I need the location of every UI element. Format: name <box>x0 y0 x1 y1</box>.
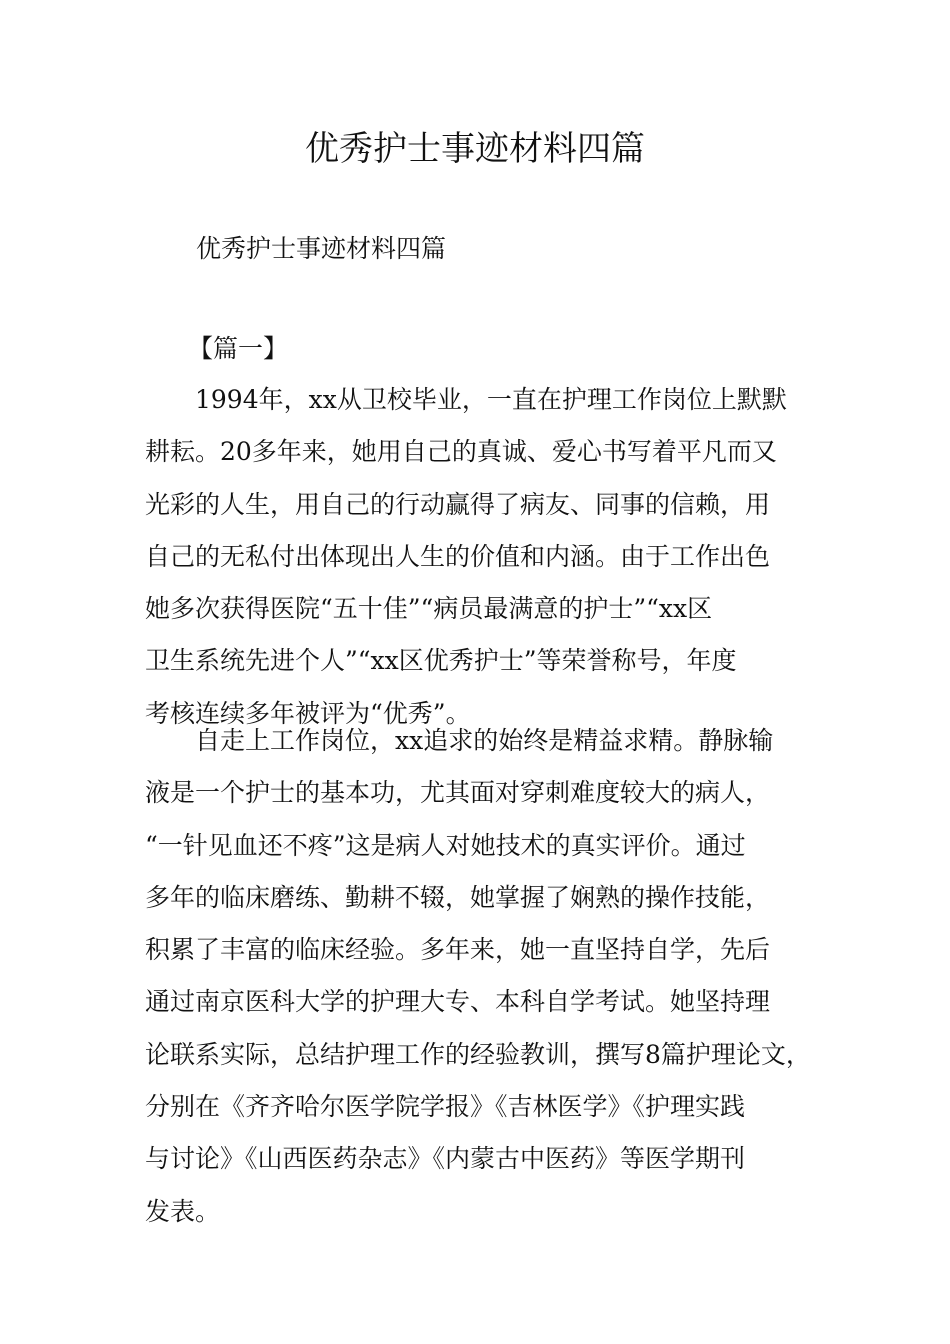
document-subtitle: 优秀护士事迹材料四篇 <box>196 234 447 263</box>
paragraph-line: 发表。 <box>145 1196 221 1226</box>
paragraph-line: 积累了丰富的临床经验。多年来，她一直坚持自学，先后 <box>145 935 771 965</box>
paragraph-line: 耕耘。20多年来，她用自己的真诚、爱心书写着平凡而又 <box>145 437 777 467</box>
paragraph-1 <box>145 374 825 740</box>
paragraph-line: 光彩的人生，用自己的行动赢得了病友、同事的信赖，用 <box>145 489 771 519</box>
paragraph-line: 自己的无私付出体现出人生的价值和内涵。由于工作出色 <box>145 541 771 571</box>
paragraph-line: 论联系实际，总结护理工作的经验教训，撰写8篇护理论文， <box>145 1039 811 1069</box>
paragraph-line: 1994年，xx从卫校毕业，一直在护理工作岗位上默默 <box>195 385 787 414</box>
paragraph-line: 卫生系统先进个人”“xx区优秀护士”等荣誉称号，年度 <box>145 646 737 676</box>
paragraph-line: “一针见血还不疼”这是病人对她技术的真实评价。通过 <box>145 830 746 860</box>
section-heading: 【篇一】 <box>188 334 289 363</box>
paragraph-line: 考核连续多年被评为“优秀”。 <box>145 698 471 728</box>
document-title: 优秀护士事迹材料四篇 <box>305 129 645 169</box>
paragraph-line: 液是一个护士的基本功，尤其面对穿刺难度较大的病人， <box>145 778 771 808</box>
paragraph-line: 她多次获得医院“五十佳”“病员最满意的护士”“xx区 <box>145 594 713 624</box>
paragraph-line: 分别在《齐齐哈尔医学院学报》《吉林医学》《护理实践 <box>145 1092 746 1122</box>
paragraph-line: 与讨论》《山西医药杂志》《内蒙古中医药》等医学期刊 <box>145 1144 746 1174</box>
paragraph-line: 通过南京医科大学的护理大专、本科自学考试。她坚持理 <box>145 987 771 1017</box>
paragraph-line: 自走上工作岗位，xx追求的始终是精益求精。静脉输 <box>195 726 774 755</box>
paragraph-2 <box>145 715 825 1238</box>
paragraph-line: 多年的临床磨练、勤耕不辍，她掌握了娴熟的操作技能， <box>145 882 771 912</box>
